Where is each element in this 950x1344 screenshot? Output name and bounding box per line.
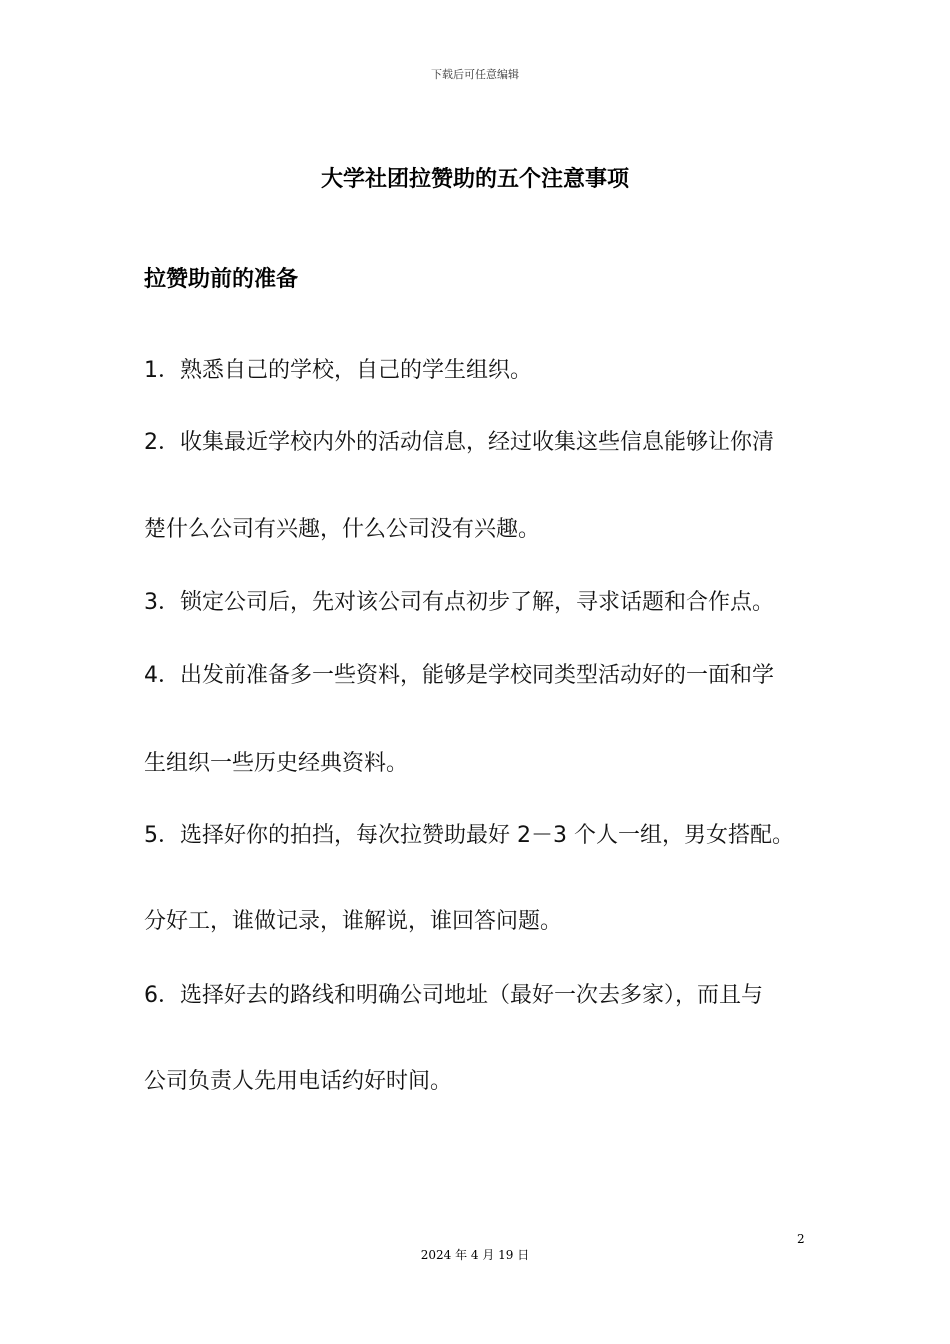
list-item-6: 6．选择好去的路线和明确公司地址（最好一次去多家），而且与 (144, 983, 763, 1008)
section-heading: 拉赞助前的准备 (144, 267, 299, 292)
list-item-2-continued: 楚什么公司有兴趣，什么公司没有兴趣。 (144, 517, 541, 542)
list-item-5: 5．选择好你的拍挡，每次拉赞助最好 2－3 个人一组，男女搭配。 (144, 823, 794, 848)
document-title: 大学社团拉赞助的五个注意事项 (320, 167, 629, 192)
list-item-5-continued: 分好工，谁做记录，谁解说，谁回答问题。 (144, 909, 563, 934)
header-note: 下载后可任意编辑 (431, 68, 519, 81)
list-item-2: 2．收集最近学校内外的活动信息，经过收集这些信息能够让你清 (144, 430, 774, 455)
list-item-1: 1．熟悉自己的学校，自己的学生组织。 (144, 358, 532, 383)
page-number: 2 (797, 1232, 805, 1246)
list-item-3: 3．锁定公司后，先对该公司有点初步了解，寻求话题和合作点。 (144, 590, 774, 615)
list-item-4-continued: 生组织一些历史经典资料。 (144, 751, 409, 776)
list-item-4: 4．出发前准备多一些资料，能够是学校同类型活动好的一面和学 (144, 663, 774, 688)
footer-date: 2024 年 4 月 19 日 (420, 1248, 530, 1262)
list-item-6-continued: 公司负责人先用电话约好时间。 (144, 1069, 453, 1094)
